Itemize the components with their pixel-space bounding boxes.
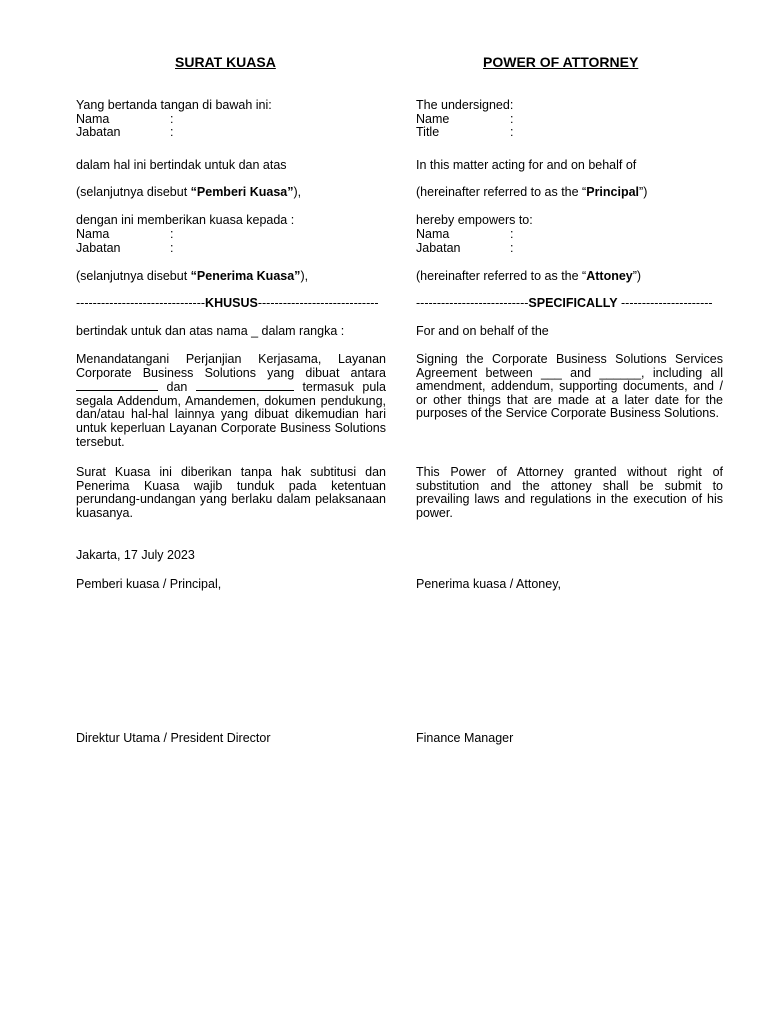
left-name-colon-2: :: [170, 227, 174, 241]
right-name-row: [416, 113, 723, 127]
left-signer-title: Direktur Utama / President Director: [76, 731, 271, 745]
left-title: SURAT KUASA: [175, 54, 276, 70]
right-attorney-bold: Attoney: [586, 269, 633, 283]
left-title-colon: :: [170, 125, 174, 139]
right-specifically-divider: [416, 297, 723, 311]
right-attorney-line: [416, 270, 723, 284]
right-acting: In this matter acting for and on behalf of: [416, 158, 637, 172]
left-undersigned: Yang bertanda tangan di bawah ini:: [76, 98, 272, 112]
right-attorney-pre: (hereinafter referred to as the “: [416, 269, 587, 283]
left-special-bold: KHUSUS: [205, 297, 258, 310]
left-attorney-bold: “Penerima Kuasa”: [190, 269, 301, 283]
right-empowers: hereby empowers to:: [416, 213, 533, 227]
right-special-post: ----------------------: [617, 297, 713, 310]
left-sign-part-2a: dan: [166, 380, 188, 395]
right-name-colon-2: :: [510, 227, 514, 241]
right-title-colon: :: [510, 125, 514, 139]
left-name-row: [76, 113, 386, 127]
left-acting: dalam hal ini bertindak untuk dan atas: [76, 158, 287, 172]
left-special-post: -----------------------------: [257, 297, 379, 310]
right-title-colon-2: :: [510, 241, 514, 255]
left-attorney-post: ),: [300, 269, 309, 283]
right-principal-bold: Principal: [586, 185, 640, 199]
right-behalf: For and on behalf of the: [416, 324, 549, 338]
right-principal-post: ”): [639, 185, 648, 199]
left-sign-part-1: Menandatangani Perjanjian Kerjasama, Layanan Corporate Business Solutions yang dibuat antara: [76, 352, 386, 380]
left-title-label: Jabatan: [76, 125, 121, 139]
left-special-pre: -------------------------------: [76, 297, 206, 310]
right-signer-label: Penerima kuasa / Attoney,: [416, 577, 561, 591]
right-special-bold: SPECIFICALLY: [528, 297, 618, 310]
right-name-colon: :: [510, 112, 514, 126]
left-principal-bold: “Pemberi Kuasa”: [190, 185, 294, 199]
left-sign-part-2b: termasuk pula: [302, 380, 387, 395]
right-name-label: Name: [416, 112, 450, 126]
right-principal-line: [416, 186, 723, 200]
right-principal-pre: (hereinafter referred to as the “: [416, 185, 587, 199]
left-attorney-pre: (selanjutnya disebut: [76, 269, 191, 283]
left-attorney-line: [76, 270, 386, 284]
left-principal-line: [76, 186, 386, 200]
right-special-pre: ---------------------------: [416, 297, 529, 310]
right-title-label-2: Jabatan: [416, 241, 461, 255]
left-principal-pre: (selanjutnya disebut: [76, 185, 191, 199]
left-signer-label: Pemberi kuasa / Principal,: [76, 577, 222, 591]
left-place-date: Jakarta, 17 July 2023: [76, 548, 195, 562]
blank-line: [196, 380, 294, 391]
right-undersigned: The undersigned:: [416, 98, 514, 112]
left-sign-part-3: segala Addendum, Amandemen, dokumen pendukung, dan/atau hal-hal lainnya yang dibuat dikemudian hari untuk keperluan Layanan Corporate Business Solutions tersebut.: [76, 393, 386, 449]
right-attorney-post: ”): [632, 269, 642, 283]
right-title-row: [416, 126, 723, 140]
right-name-label-2: Nama: [416, 227, 450, 241]
left-substitution: Surat Kuasa ini diberikan tanpa hak subtitusi dan Penerima Kuasa wajib tunduk pada ketentuan perundang-undangan yang berlaku dalam pelaksanaan kuasanya.: [76, 465, 386, 520]
right-name-row-2: [416, 228, 723, 242]
left-empowers: dengan ini memberikan kuasa kepada :: [76, 213, 295, 227]
left-specifically-divider: [76, 297, 386, 311]
left-behalf: bertindak untuk dan atas nama _ dalam rangka :: [76, 324, 345, 338]
right-title-row-2: [416, 242, 723, 256]
right-sign-paragraph: Signing the Corporate Business Solutions Services Agreement between ___ and ______, including all amendment, addendum, supporting documents, and / or other things that are made at a later date for the purposes of the Service Corporate Business Solutions.: [416, 352, 723, 421]
left-principal-post: ),: [293, 185, 302, 199]
left-name-row-2: [76, 228, 386, 242]
right-title-label: Title: [416, 125, 440, 139]
left-name-label-2: Nama: [76, 227, 110, 241]
right-substitution: This Power of Attorney granted without right of substitution and the attoney shall be submit to prevailing laws and regulations in the execution of his power.: [416, 465, 723, 520]
left-title-row-2: [76, 242, 386, 256]
left-title-colon-2: :: [170, 241, 174, 255]
left-title-label-2: Jabatan: [76, 241, 121, 255]
left-title-row: [76, 126, 386, 140]
blank-line: [76, 380, 158, 391]
left-name-colon: :: [170, 112, 174, 126]
right-signer-title: Finance Manager: [416, 731, 514, 745]
left-name-label: Nama: [76, 112, 110, 126]
right-title: POWER OF ATTORNEY: [483, 54, 639, 70]
left-sign-paragraph: [76, 353, 386, 449]
